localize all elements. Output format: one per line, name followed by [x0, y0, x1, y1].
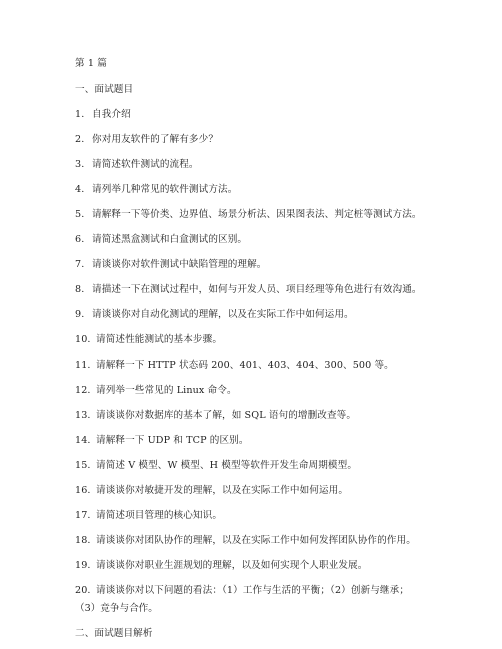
list-item	[75, 159, 199, 171]
list-item	[75, 535, 416, 547]
item-text: 请列举几种常见的软件测试方法。	[92, 184, 238, 195]
chapter-heading: 第 1 篇	[75, 58, 107, 69]
list-item	[75, 309, 354, 321]
item-number: 12.	[75, 385, 91, 396]
list-item	[75, 334, 222, 346]
list-item	[75, 435, 249, 447]
list-item	[75, 410, 356, 422]
item-text: 自我介绍	[92, 109, 131, 120]
item-number: 17.	[75, 510, 91, 521]
item-number: 14.	[75, 435, 91, 446]
item-number: 18.	[75, 535, 91, 546]
item-number: 20.	[75, 585, 91, 596]
item-number: 1.	[75, 109, 85, 120]
item-text: 请解释一下 HTTP 状态码 200、401、403、404、300、500 等。	[96, 360, 394, 371]
item-text: 请简述 V 模型、W 模型、H 模型等软件开发生命周期模型。	[96, 460, 358, 471]
item-text: 你对用友软件的了解有多少？	[92, 134, 219, 145]
list-item	[75, 485, 348, 497]
list-item-continuation: （3）竞争与合作。	[75, 603, 158, 614]
list-item	[75, 460, 357, 472]
item-number: 15.	[75, 460, 91, 471]
list-item	[75, 209, 422, 221]
item-number: 11.	[75, 360, 91, 371]
item-number: 8.	[75, 284, 85, 295]
item-text: 请简述项目管理的核心知识。	[96, 510, 223, 521]
item-text: 请谈谈你对自动化测试的理解，以及在实际工作中如何运用。	[92, 309, 354, 320]
item-number: 13.	[75, 410, 91, 421]
item-text: 请谈谈你对敏捷开发的理解，以及在实际工作中如何运用。	[96, 485, 349, 496]
item-text: 请列举一些常见的 Linux 命令。	[96, 385, 237, 396]
item-text: 请简述黑盒测试和白盒测试的区别。	[92, 234, 248, 245]
item-number: 7.	[75, 259, 85, 270]
item-text: 请解释一下 UDP 和 TCP 的区别。	[96, 435, 249, 446]
list-item	[75, 134, 218, 146]
item-text: 请谈谈你对数据库的基本了解，如 SQL 语句的增删改查等。	[96, 410, 357, 421]
item-number: 3.	[75, 159, 85, 170]
list-item	[75, 184, 237, 196]
list-item	[75, 284, 422, 296]
list-item	[75, 510, 222, 522]
list-item	[75, 560, 367, 572]
list-item	[75, 585, 409, 597]
section-heading-questions: 一、面试题目	[75, 84, 134, 95]
item-text: 请谈谈你对软件测试中缺陷管理的理解。	[92, 259, 267, 270]
item-number: 9.	[75, 309, 85, 320]
list-item	[75, 234, 247, 246]
list-item	[75, 259, 267, 271]
item-text: 请谈谈你对职业生涯规划的理解，以及如何实现个人职业发展。	[96, 560, 368, 571]
item-text: 请解释一下等价类、边界值、场景分析法、因果图表法、判定桩等测试方法。	[92, 209, 422, 220]
item-text: 请简述性能测试的基本步骤。	[96, 334, 223, 345]
list-item	[75, 385, 237, 397]
item-number: 6.	[75, 234, 85, 245]
item-number: 5.	[75, 209, 85, 220]
item-number: 4.	[75, 184, 85, 195]
item-number: 2.	[75, 134, 85, 145]
item-number: 16.	[75, 485, 91, 496]
item-number: 19.	[75, 560, 91, 571]
section-heading-analysis: 二、面试题目解析	[75, 628, 153, 639]
item-text: 请谈谈你对以下问题的看法：（1）工作与生活的平衡；（2）创新与继承；	[96, 585, 410, 596]
item-text: 请谈谈你对团队协作的理解，以及在实际工作中如何发挥团队协作的作用。	[96, 535, 416, 546]
list-item	[75, 360, 394, 372]
item-text: 请简述软件测试的流程。	[92, 159, 199, 170]
item-text: 请描述一下在测试过程中，如何与开发人员、项目经理等角色进行有效沟通。	[92, 284, 422, 295]
item-number: 10.	[75, 334, 91, 345]
list-item	[75, 109, 131, 121]
